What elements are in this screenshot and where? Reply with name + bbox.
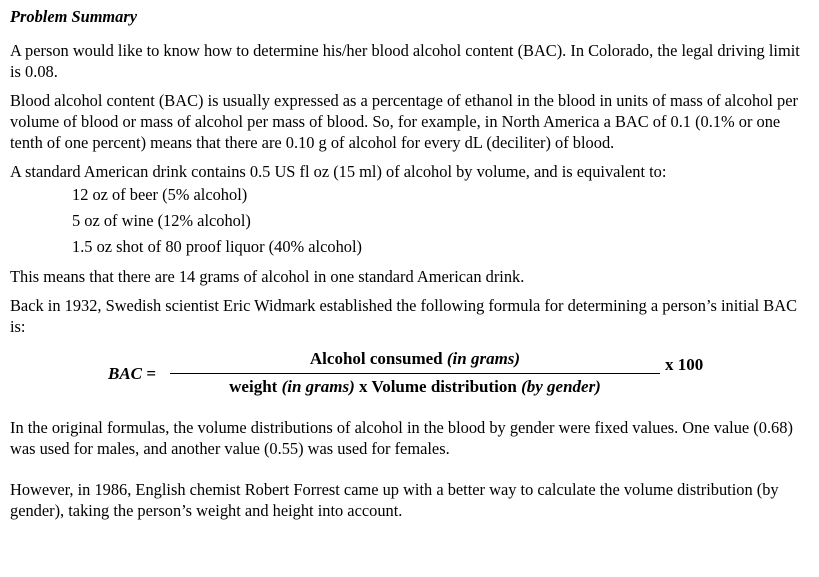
paragraph-widmark: Back in 1932, Swedish scientist Eric Widmark established the following formula for determining a person’s initial BAC is:	[10, 296, 798, 336]
paragraph-grams: This means that there are 14 grams of alcohol in one standard American drink.	[10, 267, 525, 286]
numerator-text: Alcohol consumed	[309, 349, 447, 368]
formula-numerator	[170, 347, 660, 373]
denominator-volume: x Volume distribution	[354, 377, 522, 396]
denominator-weight: weight	[229, 377, 282, 396]
list-item: 1.5 oz shot of 80 proof liquor (40% alcohol)	[72, 237, 362, 256]
list-item: 5 oz of wine (12% alcohol)	[72, 211, 251, 230]
document-page	[10, 6, 810, 521]
paragraph-intro: A person would like to know how to determine his/her blood alcohol content (BAC). In Colorado, the legal driving limit is 0.08.	[10, 41, 800, 81]
widmark-formula	[10, 347, 810, 409]
paragraph-bac-definition: Blood alcohol content (BAC) is usually expressed as a percentage of ethanol in the blood in units of mass of alcohol per volume of blood or mass of alcohol per mass of blood. So, for example, in North America a BAC of 0.1 (0.1% or one tenth of one percent) means that there are 0.10 g of alcohol for every dL (deciliter) of blood.	[10, 91, 798, 152]
paragraph-forrest: However, in 1986, English chemist Robert Forrest came up with a better way to calculate the volume distribution (by gender), taking the person’s weight and height into account.	[10, 480, 779, 520]
denominator-volume-unit: (by gender)	[521, 377, 601, 396]
list-item: 12 oz of beer (5% alcohol)	[72, 185, 248, 204]
drink-list	[10, 182, 810, 260]
formula-denominator	[170, 374, 660, 400]
paragraph-standard-drink: A standard American drink contains 0.5 US fl oz (15 ml) of alcohol by volume, and is equivalent to:	[10, 162, 667, 181]
denominator-weight-unit: (in grams)	[281, 377, 355, 396]
numerator-unit: (in grams)	[446, 349, 521, 368]
formula-fraction	[170, 347, 660, 400]
formula-multiplier: x 100	[665, 355, 704, 374]
formula-lhs: BAC =	[108, 364, 156, 383]
paragraph-original-formulas: In the original formulas, the volume distributions of alcohol in the blood by gender were fixed values. One value (0.68) was used for males, and another value (0.55) was used for females.	[10, 418, 793, 458]
section-heading: Problem Summary	[10, 7, 138, 26]
